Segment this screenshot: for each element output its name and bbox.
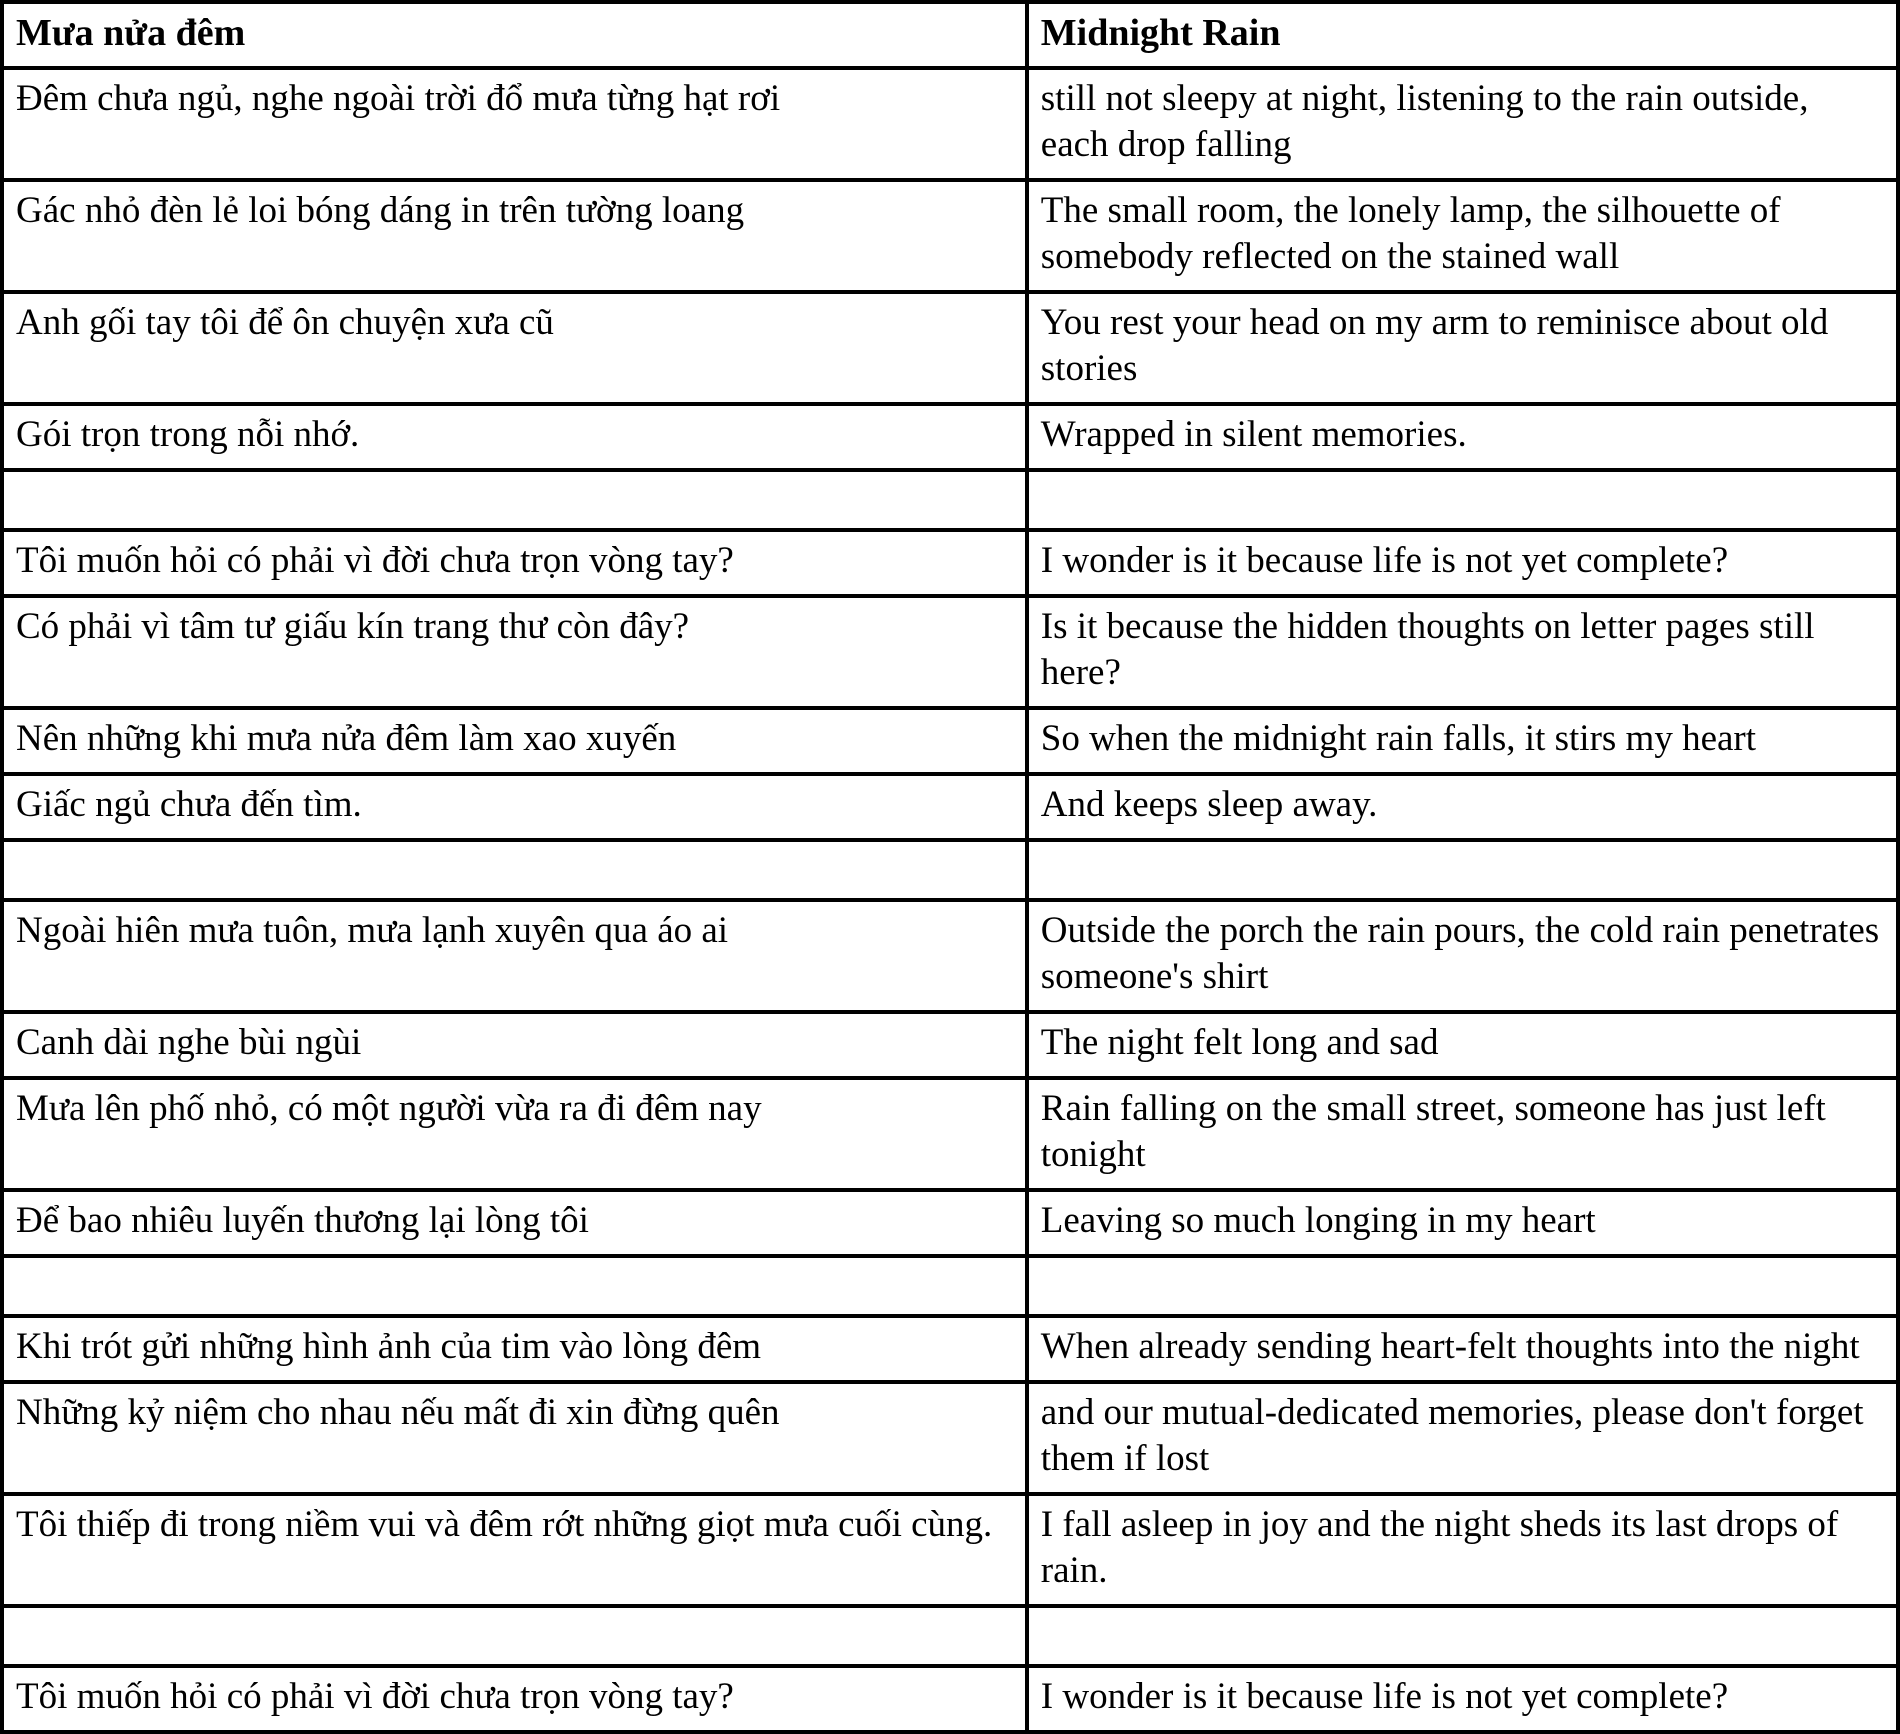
- cell-vietnamese-lyric: Canh dài nghe bùi ngùi: [2, 1012, 1027, 1078]
- cell-vietnamese-lyric: Tôi thiếp đi trong niềm vui và đêm rớt những giọt mưa cuối cùng.: [2, 1494, 1027, 1606]
- table-row: [2, 292, 1898, 404]
- cell-english-translation: The night felt long and sad: [1027, 1012, 1898, 1078]
- cell-english-translation: Wrapped in silent memories.: [1027, 404, 1898, 470]
- cell-english-translation: I fall asleep in joy and the night sheds its last drops of rain.: [1027, 1494, 1898, 1606]
- table-row: [2, 596, 1898, 708]
- cell-english-translation: The small room, the lonely lamp, the silhouette of somebody reflected on the stained wall: [1027, 180, 1898, 292]
- cell-vietnamese-lyric: [2, 1606, 1027, 1666]
- table-row: [2, 1666, 1898, 1732]
- table-row: [2, 900, 1898, 1012]
- cell-vietnamese-lyric: Tôi muốn hỏi có phải vì đời chưa trọn vòng tay?: [2, 1666, 1027, 1732]
- header-cell-vietnamese-title: Mưa nửa đêm: [2, 2, 1027, 68]
- table-row: [2, 404, 1898, 470]
- cell-english-translation: I wonder is it because life is not yet complete?: [1027, 530, 1898, 596]
- table-row: [2, 774, 1898, 840]
- spacer-row: [2, 1256, 1898, 1316]
- cell-vietnamese-lyric: Ngoài hiên mưa tuôn, mưa lạnh xuyên qua áo ai: [2, 900, 1027, 1012]
- cell-english-translation: Is it because the hidden thoughts on letter pages still here?: [1027, 596, 1898, 708]
- spacer-row: [2, 840, 1898, 900]
- table-row: [2, 180, 1898, 292]
- cell-english-translation: still not sleepy at night, listening to the rain outside, each drop falling: [1027, 68, 1898, 180]
- cell-english-translation: You rest your head on my arm to reminisce about old stories: [1027, 292, 1898, 404]
- table-row: [2, 708, 1898, 774]
- cell-vietnamese-lyric: Nên những khi mưa nửa đêm làm xao xuyến: [2, 708, 1027, 774]
- cell-vietnamese-lyric: [2, 1256, 1027, 1316]
- cell-english-translation: [1027, 1606, 1898, 1666]
- cell-english-translation: And keeps sleep away.: [1027, 774, 1898, 840]
- cell-vietnamese-lyric: Gói trọn trong nỗi nhớ.: [2, 404, 1027, 470]
- table-row: [2, 1382, 1898, 1494]
- cell-english-translation: [1027, 1256, 1898, 1316]
- cell-vietnamese-lyric: Mưa lên phố nhỏ, có một người vừa ra đi đêm nay: [2, 1078, 1027, 1190]
- cell-english-translation: and our mutual-dedicated memories, please don't forget them if lost: [1027, 1382, 1898, 1494]
- cell-vietnamese-lyric: Giấc ngủ chưa đến tìm.: [2, 774, 1027, 840]
- cell-vietnamese-lyric: Những kỷ niệm cho nhau nếu mất đi xin đừng quên: [2, 1382, 1027, 1494]
- table-row: [2, 1078, 1898, 1190]
- header-cell-english-title: Midnight Rain: [1027, 2, 1898, 68]
- cell-english-translation: Leaving so much longing in my heart: [1027, 1190, 1898, 1256]
- cell-vietnamese-lyric: [2, 470, 1027, 530]
- spacer-row: [2, 470, 1898, 530]
- table-row: [2, 68, 1898, 180]
- cell-vietnamese-lyric: Khi trót gửi những hình ảnh của tim vào lòng đêm: [2, 1316, 1027, 1382]
- table-row: [2, 530, 1898, 596]
- header-row: [2, 2, 1898, 68]
- cell-english-translation: I wonder is it because life is not yet complete?: [1027, 1666, 1898, 1732]
- cell-vietnamese-lyric: [2, 840, 1027, 900]
- table-row: [2, 1190, 1898, 1256]
- cell-english-translation: Rain falling on the small street, someone has just left tonight: [1027, 1078, 1898, 1190]
- cell-vietnamese-lyric: Gác nhỏ đèn lẻ loi bóng dáng in trên tường loang: [2, 180, 1027, 292]
- cell-vietnamese-lyric: Anh gối tay tôi để ôn chuyện xưa cũ: [2, 292, 1027, 404]
- cell-english-translation: When already sending heart-felt thoughts into the night: [1027, 1316, 1898, 1382]
- cell-vietnamese-lyric: Để bao nhiêu luyến thương lại lòng tôi: [2, 1190, 1027, 1256]
- table-row: [2, 1012, 1898, 1078]
- lyrics-table-body: [2, 68, 1898, 1732]
- spacer-row: [2, 1606, 1898, 1666]
- cell-english-translation: [1027, 470, 1898, 530]
- cell-english-translation: So when the midnight rain falls, it stirs my heart: [1027, 708, 1898, 774]
- table-row: [2, 1316, 1898, 1382]
- cell-english-translation: Outside the porch the rain pours, the cold rain penetrates someone's shirt: [1027, 900, 1898, 1012]
- table-row: [2, 1494, 1898, 1606]
- cell-vietnamese-lyric: Tôi muốn hỏi có phải vì đời chưa trọn vòng tay?: [2, 530, 1027, 596]
- cell-english-translation: [1027, 840, 1898, 900]
- cell-vietnamese-lyric: Đêm chưa ngủ, nghe ngoài trời đổ mưa từng hạt rơi: [2, 68, 1027, 180]
- cell-vietnamese-lyric: Có phải vì tâm tư giấu kín trang thư còn đây?: [2, 596, 1027, 708]
